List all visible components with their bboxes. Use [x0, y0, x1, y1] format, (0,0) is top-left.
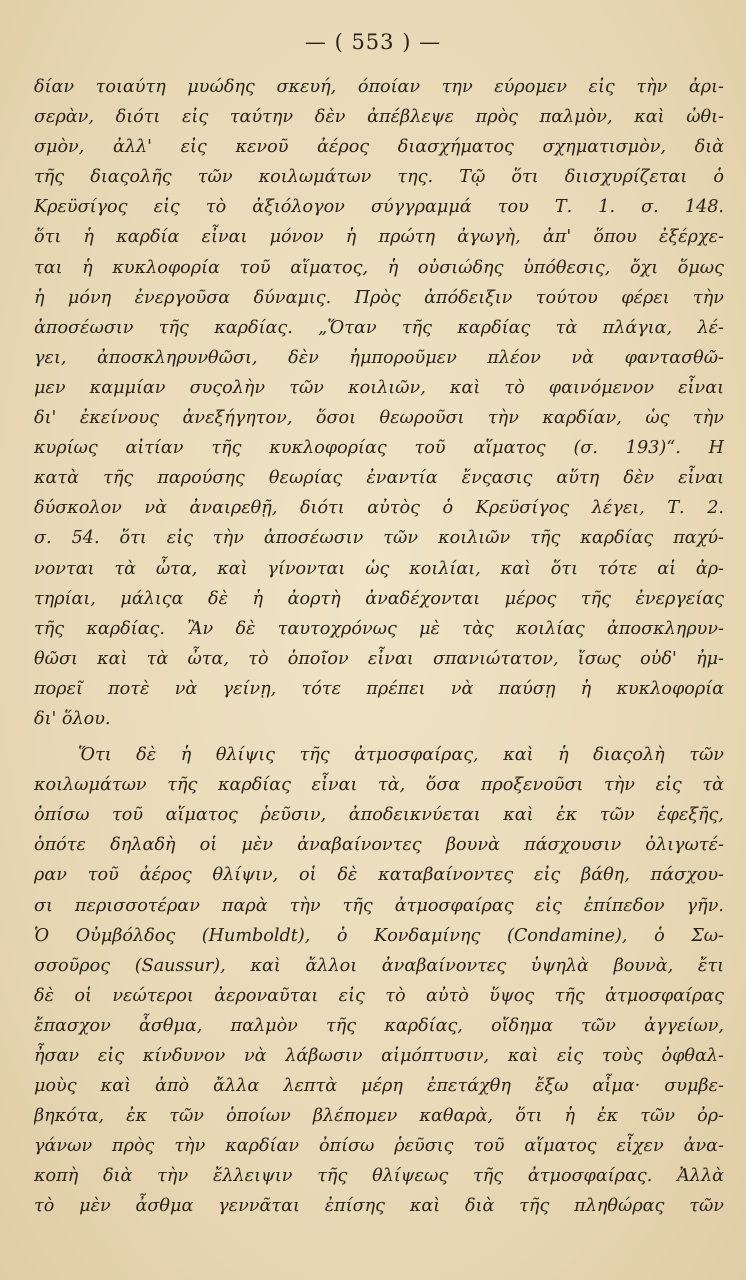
text-line: ὁπότε δηλαδὴ οἱ μὲν ἀναβαίνοντες βουνὰ πάσχουσιν ὀλιγωτέ-: [34, 835, 724, 856]
text-line: σι περισσοτέραν παρὰ τὴν τῆς ἀτμοσφαίρας εἰς ἐπίπεδον γῆν.: [34, 895, 724, 916]
text-line: τῆς διαςολῆς τῶν κοιλωμάτων της. Τῷ ὅτι διισχυρίζεται ὁ: [34, 167, 724, 188]
text-line: γάνων πρὸς τὴν καρδίαν ὀπίσω ῥεῦσις τοῦ αἵματος εἶχεν ἀνα-: [34, 1136, 724, 1157]
text-line: σμὸν, ἀλλ' εἰς κενοῦ ἀέρος διασχήματος σχηματισμὸν, διὰ: [34, 137, 724, 158]
text-line: κοιλωμάτων τῆς καρδίας εἶναι τὰ, ὅσα προξενοῦσι τὴν εἰς τὰ: [34, 775, 724, 796]
text-line: σσοῦρος (Saussur), καὶ ἄλλοι ἀναβαίνοντες ὑψηλὰ βουνὰ, ἔτι: [34, 955, 724, 976]
text-line: νονται τὰ ὦτα, καὶ γίνονται ὡς κοιλίαι, καὶ ὅτι τότε αἱ ἀρ-: [34, 558, 724, 579]
body-text: [34, 72, 724, 1222]
text-line: πορεῖ ποτὲ νὰ γείνῃ, τότε πρέπει νὰ παύσῃ ἡ κυκλοφορία: [34, 678, 724, 699]
text-line: δίαν τοιαύτη μυώδης σκευή, όποίαν την εύρομεν εἰς τὴν ἀρι-: [34, 77, 724, 97]
text-line: κυρίως αἰτίαν τῆς κυκλοφορίας τοῦ αἵματος (σ. 193)“. Η: [34, 438, 724, 459]
text-line: ἦσαν εἰς κίνδυνον νὰ λάβωσιν αἱμόπτυσιν, καὶ εἰς τοὺς ὀφθαλ-: [34, 1046, 724, 1066]
text-line: γει, ἀποσκληρυνθῶσι, δὲν ἠμποροῦμεν πλέον νὰ φαντασθῶ-: [34, 347, 724, 368]
text-line: Ὁ Οὐμβόλδος (Humboldt), ὁ Κονδαμίνης (Condamine), ὁ Σω-: [34, 925, 724, 946]
text-line: ὅτι ἡ καρδία εἶναι μόνον ἡ πρώτη ἀγωγὴ, ἀπ' ὅπου ἐξέρχε-: [34, 227, 724, 248]
text-line: δύσκολον νὰ ἀναιρεθῇ, διότι αὐτὸς ὁ Κρεϋσίγος λέγει, Τ. 2.: [34, 498, 724, 519]
text-line: Κρεϋσίγος εἰς τὸ ἀξιόλογον σύγγραμμά του Τ. 1. σ. 148.: [34, 197, 724, 218]
text-line: κοπὴ διὰ τὴν ἔλλειψιν τῆς θλίψεως τῆς ἀτμοσφαίρας. Ἀλλὰ: [34, 1166, 724, 1187]
text-line: ὀπίσω τοῦ αἵματος ῥεῦσιν, ἀποδεικνύεται καὶ ἐκ τῶν ἑφεξῆς,: [34, 805, 724, 826]
text-line: μοὺς καὶ ἀπὸ ἄλλα λεπτὰ μέρη ἐπετάχθη ἔξω αἷμα· συμβε-: [34, 1076, 724, 1097]
text-line: μεν καμμίαν συςολὴν τῶν κοιλιῶν, καὶ τὸ φαινόμενον εἶναι: [34, 377, 724, 398]
text-line: βηκότα, ἐκ τῶν ὁποίων βλέπομεν καθαρὰ, ὅτι ἡ ἐκ τῶν ὀρ-: [34, 1106, 724, 1127]
text-line: τὸ μὲν ἆσθμα γεννᾶται ἐπίσης καὶ διὰ τῆς πληθώρας τῶν: [34, 1196, 724, 1217]
text-line: τῆς καρδίας. Ἂν δὲ ταυτοχρόνως μὲ τὰς κοιλίας ἀποσκληρυν-: [34, 618, 724, 639]
text-line: θῶσι καὶ τὰ ὦτα, τὸ ὁποῖον εἶναι σπανιώτατον, ἴσως οὐδ' ἠμ-: [34, 648, 724, 669]
text-line: ἀποσέωσιν τῆς καρδίας. „Ὅταν τῆς καρδίας τὰ πλάγια, λέ-: [34, 317, 724, 338]
text-line: σερὰν, διότι εἰς ταύτην δὲν ἀπέβλεψε πρὸς παλμὸν, καὶ ὠθι-: [34, 107, 724, 128]
text-line: Ὅτι δὲ ἡ θλίψις τῆς ἀτμοσφαίρας, καὶ ἡ διαςολὴ τῶν: [78, 745, 724, 766]
text-line: ἔπασχον ἆσθμα, παλμὸν τῆς καρδίας, οἴδημα τῶν ἀγγείων,: [34, 1015, 724, 1036]
text-line: ἡ μόνη ἐνεργοῦσα δύναμις. Πρὸς ἀπόδειξιν τούτου φέρει τὴν: [34, 287, 724, 308]
text-line: ραν τοῦ ἀέρος θλίψιν, οἱ δὲ καταβαίνοντες εἰς βάθη, πάσχου-: [34, 865, 724, 886]
page-number: — ( 553 ) —: [304, 30, 442, 54]
text-line: κατὰ τῆς παρούσης θεωρίας ἐναντία ἔνςασις αὕτη δὲν εἶναι: [34, 468, 724, 489]
text-line: τηρίαι, μάλιςα δὲ ἡ ἀορτὴ ἀναδέχονται μέρος τῆς ἐνεργείας: [34, 588, 724, 609]
text-line: δὲ οἱ νεώτεροι ἀεροναῦται εἰς τὸ αὐτὸ ὕψος τῆς ἀτμοσφαίρας: [34, 985, 724, 1006]
paragraph-2: [34, 740, 724, 1222]
paragraph-1: [34, 72, 724, 734]
text-line: ται ἡ κυκλοφορία τοῦ αἵματος, ἡ οὐσιώδης ὑπόθεσις, ὄχι ὅμως: [34, 257, 724, 278]
text-line: δι' ὅλου.: [34, 708, 111, 729]
text-line: δι' ἐκείνους ἀνεξήγητον, ὅσοι θεωροῦσι τὴν καρδίαν, ὡς τὴν: [34, 408, 724, 429]
text-line: σ. 54. ὅτι εἰς τὴν ἀποσέωσιν τῶν κοιλιῶν τῆς καρδίας παχύ-: [34, 528, 724, 549]
